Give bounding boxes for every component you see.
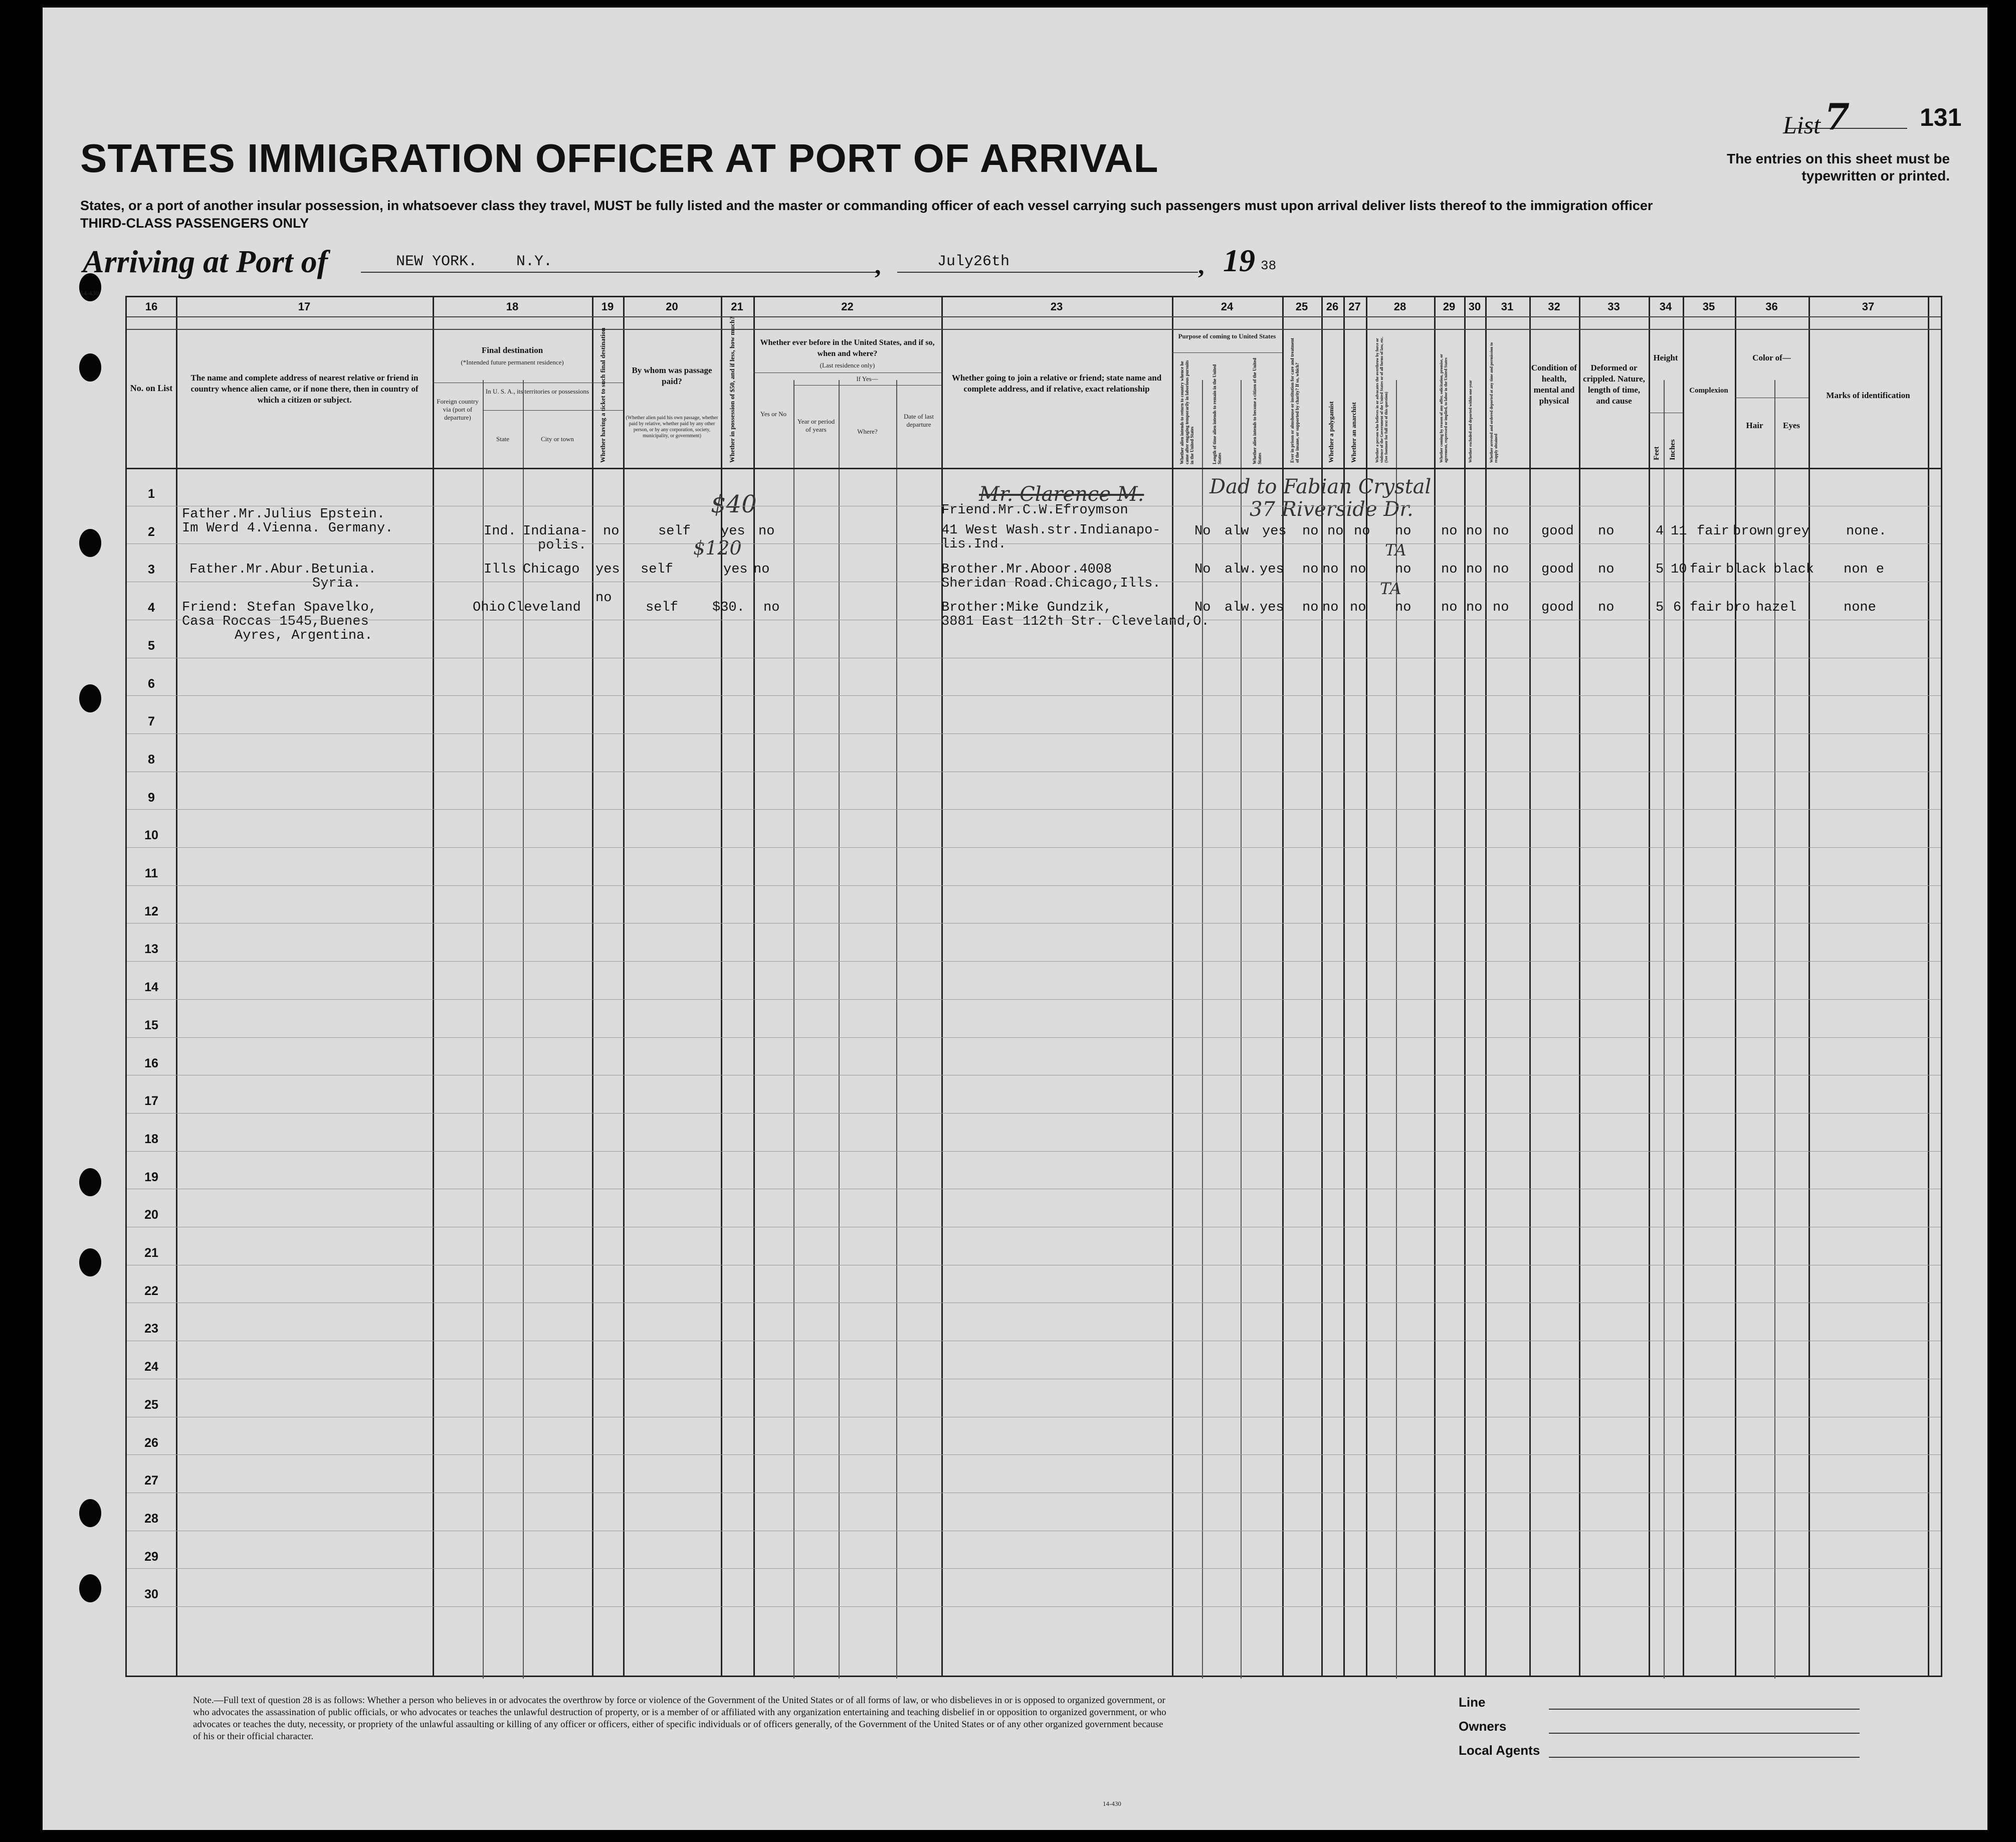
col-number: 27 (1348, 300, 1361, 313)
join-line: 41 West Wash.str.Indianapo- (941, 523, 1161, 538)
row-number: 25 (144, 1397, 158, 1412)
q31-cell: no (1493, 562, 1509, 577)
prison-cell: no (1302, 562, 1319, 577)
purpose-citizen: yes (1260, 562, 1284, 577)
row-number: 30 (144, 1587, 158, 1602)
row-number: 5 (148, 638, 155, 653)
row-line (127, 1151, 1941, 1152)
punch-hole (79, 1574, 101, 1602)
q31-cell: no (1493, 524, 1509, 539)
col-number: 37 (1862, 300, 1875, 313)
row-number: 2 (148, 524, 155, 539)
row-number: 27 (144, 1473, 158, 1488)
list-label: List (1782, 111, 1821, 139)
row-number: 23 (144, 1322, 158, 1336)
join-annotation: Dad to Fabian Crystal (1209, 475, 1432, 498)
condition-cell: good (1541, 600, 1574, 615)
eyes-cell: black (1773, 562, 1815, 577)
footnote-q28: Note.—Full text of question 28 is as follows: Whether a person who believes in or advocates the overthrow by force or violence of the Government of the United States or of all forms of law, or who disbelieves in or is opposed to organized government, or who advocates the assassination of public officials, or who advocates or teaches the unlawful destruction of property, or is a member of or affiliated with any organization entertaining and teaching disbelief in or opposition to organized government, or who advocates or teaches the duty, necessity, or propriety of the unlawful assaulting or killing of any officer or officers, either of specific individuals or of officers generally, of the Government of the United States or of any other organized government because of his or their official character. (193, 1695, 1166, 1742)
polygamist-cell: no (1322, 562, 1339, 577)
purpose-citizen: yes (1262, 524, 1287, 539)
col-number: 31 (1501, 300, 1514, 313)
possession-cell: $30. (712, 600, 745, 615)
header-passage-paid: By whom was passage paid? (632, 365, 712, 386)
header-possession: Whether in possession of $50, and if less, how much? (728, 316, 736, 463)
header-year-period: Year or period of years (797, 418, 835, 433)
hair-cell: bro (1726, 600, 1750, 615)
deformed-cell: no (1598, 524, 1615, 539)
header-state: State (496, 435, 509, 443)
row-number: 22 (144, 1283, 158, 1298)
row-line (127, 1606, 1941, 1607)
row-line (127, 809, 1941, 810)
punch-hole (79, 684, 101, 712)
punch-hole (79, 1499, 101, 1527)
join-line: Friend.Mr.C.W.Efroymson (941, 503, 1128, 518)
prison-cell: no (1302, 524, 1319, 539)
comma: , (1198, 251, 1204, 279)
join-line: lis.Ind. (941, 537, 1006, 552)
header-height: Height (1653, 353, 1678, 362)
year-prefix: 19 (1223, 243, 1255, 278)
header-purpose-length: Length of time alien intends to remain in the United States (1212, 364, 1222, 464)
marks-cell: none. (1846, 524, 1887, 539)
relative-line: Friend: Stefan Spavelko, (182, 600, 377, 615)
q30-cell: no (1466, 562, 1483, 577)
port-value: NEW YORK. (396, 253, 478, 270)
hair-cell: brown (1733, 524, 1774, 539)
passage-cell: self (646, 600, 678, 615)
deformed-cell: no (1598, 600, 1615, 615)
ever-before-cell: no (763, 600, 780, 615)
header-inches: Inches (1669, 439, 1677, 460)
port-underline (361, 272, 877, 273)
col-number: 16 (145, 300, 158, 313)
row-line (127, 1454, 1941, 1455)
join-line: Brother.Mr.Aboor.4008 (941, 562, 1112, 577)
purpose-length: alw. (1225, 600, 1257, 615)
possession-cell: $40 (711, 490, 757, 518)
row-number: 18 (144, 1132, 158, 1146)
q28-annotation: TA (1380, 579, 1401, 598)
header-no-on-list: No. on List (130, 383, 173, 393)
hair-cell: black (1726, 562, 1767, 577)
page-number: 131 (1920, 103, 1962, 131)
purpose-return: No (1194, 524, 1211, 539)
col-number: 35 (1702, 300, 1715, 313)
class-line: THIRD-CLASS PASSENGERS ONLY (80, 216, 309, 231)
q31-cell: no (1493, 600, 1509, 615)
row-number: 13 (144, 942, 158, 957)
col-number: 21 (731, 300, 743, 313)
row-number: 7 (148, 714, 155, 729)
city-cell: polis. (538, 538, 587, 553)
header-deformed: Deformed or crippled. Nature, length of time, and cause (1583, 363, 1645, 406)
punch-hole (79, 529, 101, 557)
header-q30: Whether excluded and deported within one year (1468, 380, 1473, 463)
header-ticket: Whether having a ticket to such final destination (599, 327, 607, 463)
possession-cell: $120 (693, 537, 742, 559)
col-number: 34 (1659, 300, 1672, 313)
marks-cell: non e (1844, 562, 1885, 577)
line-field (1549, 1709, 1860, 1710)
state-cell: Ind. (484, 524, 516, 539)
header-purpose-return: Whether alien intends to return to country whence he came after engaging temporarily in laborious pursuits in the United States (1179, 360, 1194, 464)
row-line (127, 961, 1941, 962)
row-number: 11 (144, 866, 158, 880)
row-number: 29 (144, 1549, 158, 1564)
join-line: Brother:Mike Gundzik, (941, 600, 1112, 615)
anarchist-cell: no (1354, 524, 1370, 539)
col-number: 22 (841, 300, 854, 313)
row-number: 14 (144, 980, 158, 995)
purpose-return: No (1194, 562, 1211, 577)
feet-cell: 5 (1656, 600, 1664, 615)
row-line (127, 1113, 1941, 1114)
owners-label: Owners (1459, 1719, 1507, 1734)
eyes-cell: hazel (1756, 600, 1797, 615)
eyes-cell: grey (1777, 524, 1809, 539)
state-value: N.Y. (516, 253, 553, 270)
col-number: 30 (1468, 300, 1481, 313)
header-color-of: Color of— (1752, 353, 1791, 362)
col-number: 17 (298, 300, 311, 313)
city-cell: Cleveland (508, 600, 581, 615)
header-condition: Condition of health, mental and physical (1531, 363, 1577, 406)
list-number: 7 (1825, 95, 1850, 138)
possession-extra: yes (723, 562, 748, 577)
ticket-cell: no (595, 591, 612, 606)
row-line (127, 923, 1941, 924)
header-foreign-country: Foreign country via (port of departure) (437, 398, 479, 421)
row-number: 24 (144, 1360, 158, 1374)
col-number: 23 (1050, 300, 1063, 313)
city-cell: Indiana- (523, 524, 588, 539)
header-ever-before: Whether ever before in the United States, and if so, when and where? (760, 338, 935, 358)
col-number: 25 (1295, 300, 1308, 313)
comma: , (875, 251, 881, 279)
condition-cell: good (1541, 562, 1574, 577)
header-purpose-citizen: Whether alien intends to become a citizen of the United States (1252, 357, 1262, 464)
col-number: 28 (1393, 300, 1406, 313)
header-purpose: Purpose of coming to United States (1178, 332, 1276, 340)
row-line (127, 847, 1941, 848)
state-cell: Ills (484, 562, 516, 577)
inches-cell: 10 (1671, 562, 1687, 577)
intro-text: States, or a port of another insular possession, in whatsoever class they travel, MUST be fully listed and the master or commanding officer of each vessel carrying such passengers must upon arrival deliver lists thereof to the immigration officer (80, 198, 1653, 213)
header-city: City or town (541, 435, 574, 443)
q28-cell: no (1395, 562, 1412, 577)
purpose-citizen: yes (1260, 600, 1284, 615)
q30-cell: no (1466, 600, 1483, 615)
q28-cell: no (1395, 600, 1412, 615)
row-number: 3 (148, 563, 155, 577)
row-line (127, 885, 1941, 886)
form-code: 14-430 (80, 289, 99, 297)
row-number: 1 (148, 487, 155, 501)
header-date-last-departure: Date of last departure (904, 413, 934, 428)
line-label: Line (1459, 1695, 1486, 1710)
year-suffix: 38 (1261, 258, 1277, 273)
row-line (127, 1568, 1941, 1569)
row-line (127, 999, 1941, 1000)
join-line: Sheridan Road.Chicago,Ills. (941, 576, 1161, 591)
relative-line: Casa Roccas 1545,Buenes (182, 614, 369, 629)
row-line (127, 695, 1941, 696)
row-number: 20 (144, 1208, 158, 1222)
passage-cell: self (658, 524, 691, 539)
header-ever-before-sub: (Last residence only) (820, 361, 875, 369)
row-number: 21 (144, 1246, 158, 1260)
agents-label: Local Agents (1459, 1743, 1540, 1758)
col-number: 18 (506, 300, 519, 313)
header-hair: Hair (1746, 421, 1763, 430)
feet-cell: 5 (1656, 562, 1664, 577)
row-number: 4 (148, 601, 155, 615)
punch-hole (79, 1248, 101, 1276)
feet-cell: 4 (1656, 524, 1664, 539)
agents-field (1549, 1757, 1860, 1758)
col-number: 24 (1221, 300, 1234, 313)
list-note: The entries on this sheet must be typewritten or printed. (1727, 151, 1950, 183)
header-eyes: Eyes (1783, 421, 1800, 430)
inches-cell: 6 (1673, 600, 1682, 615)
relative-line: Father.Mr.Julius Epstein. (182, 507, 385, 522)
polygamist-cell: no (1322, 600, 1339, 615)
punch-hole (79, 1168, 101, 1196)
marks-cell: none (1844, 600, 1876, 615)
join-annotation: 37 Riverside Dr. (1250, 498, 1414, 521)
col-number: 19 (601, 300, 614, 313)
join-annotation: Mr. Clarence M. (979, 483, 1144, 506)
possession-extra: yes (721, 524, 745, 539)
anarchist-cell: no (1350, 600, 1366, 615)
inches-cell: 11 (1671, 524, 1687, 539)
row-number: 28 (144, 1511, 158, 1526)
date-value: July26th (937, 253, 1010, 270)
purpose-length: alw. (1225, 562, 1257, 577)
row-number: 8 (148, 752, 155, 767)
relative-line: Ayres, Argentina. (235, 628, 373, 643)
polygamist-cell: no (1327, 524, 1344, 539)
ticket-cell: yes (595, 562, 620, 577)
header-final-destination-sub: (*Intended future permanent residence) (461, 358, 564, 366)
passage-cell: self (641, 562, 673, 577)
row-line (127, 1037, 1941, 1038)
header-q31: Whether arrested and ordered deported at any time and permission to reapply obtained (1489, 342, 1498, 463)
header-complexion: Complexion (1689, 387, 1728, 395)
deformed-cell: no (1598, 562, 1615, 577)
col-number: 29 (1443, 300, 1456, 313)
row-line (127, 733, 1941, 734)
footer-code: 14-430 (1103, 1800, 1121, 1807)
col-number: 36 (1765, 300, 1778, 313)
join-line: 3881 East 112th Str. Cleveland,O. (941, 614, 1209, 629)
header-feet: Feet (1653, 446, 1661, 460)
complexion-cell: fair (1690, 600, 1722, 615)
row-number: 9 (148, 790, 155, 805)
col-number: 33 (1607, 300, 1620, 313)
arriving-label: Arriving at Port of (83, 244, 328, 279)
complexion-cell: fair (1697, 524, 1729, 539)
header-yes-no: Yes or No (760, 410, 787, 418)
owners-field (1549, 1733, 1860, 1734)
header-q29: Whether coming by reason of any offer, solicitation, promise, or agreement, expressed or implied, to labor in the United States (1439, 354, 1448, 463)
ticket-cell: no (603, 524, 620, 539)
purpose-length: alw (1225, 524, 1249, 539)
row-line (127, 543, 1941, 544)
col-number: 20 (666, 300, 678, 313)
row-number: 15 (144, 1018, 158, 1032)
purpose-return: No (1194, 600, 1211, 615)
row-number: 17 (144, 1094, 158, 1109)
row-number: 6 (148, 676, 155, 691)
condition-cell: good (1541, 524, 1574, 539)
header-in-usa: In U. S. A., its territories or possessions (485, 388, 589, 395)
header-if-yes: If Yes— (856, 375, 878, 383)
row-number: 10 (144, 828, 158, 843)
prison-cell: no (1302, 600, 1319, 615)
q30-cell: no (1466, 524, 1483, 539)
row-number: 19 (144, 1170, 158, 1184)
header-where: Where? (857, 428, 878, 435)
state-cell: Ohio (473, 600, 505, 615)
row-number: 12 (144, 904, 158, 918)
col-number: 26 (1326, 300, 1339, 313)
ever-before-cell: no (753, 562, 770, 577)
relative-line: Im Werd 4.Vienna. Germany. (182, 521, 393, 536)
header-final-destination: Final destination (481, 345, 543, 355)
header-passage-paid-sub: (Whether alien paid his own passage, whether paid by relative, whether paid by any other person, or by any corporation, society, municipality, or government) (626, 415, 718, 439)
row-number: 16 (144, 1056, 158, 1070)
punch-hole (79, 353, 101, 382)
ever-before-cell: no (758, 524, 775, 539)
header-anarchist: Whether an anarchist (1350, 402, 1357, 463)
q28-annotation: TA (1385, 540, 1406, 560)
anarchist-cell: no (1350, 562, 1366, 577)
complexion-cell: fair (1690, 562, 1722, 577)
header-prison: Ever in prison or almshouse or institution for care and treatment of the insane, or supported by charity? If so, which? (1290, 337, 1300, 463)
q29-cell: no (1441, 600, 1458, 615)
page-title: STATES IMMIGRATION OFFICER AT PORT OF ARRIVAL (80, 136, 1159, 180)
q29-cell: no (1441, 562, 1458, 577)
row-number: 26 (144, 1435, 158, 1450)
city-cell: Chicago (523, 562, 580, 577)
date-underline (897, 272, 1198, 273)
relative-line: Father.Mr.Abur.Betunia. (189, 562, 376, 577)
header-q28: Whether a person who believes in or advocates the overthrow by force or violence of the Government of the United States or of all forms of law, etc. (See footnote for full text of this question) (1375, 336, 1388, 463)
header-join-relative: Whether going to join a relative or friend; state name and complete address, and if relative, exact relationship (951, 373, 1162, 394)
header-nearest-relative: The name and complete address of nearest relative or friend in country whence alien came, or if none there, then in country of which a citizen or subject. (190, 373, 419, 405)
header-marks: Marks of identification (1826, 391, 1910, 400)
header-polygamist: Whether a polygamist (1327, 401, 1335, 463)
manifest-table (125, 296, 1942, 1677)
q28-cell: no (1395, 524, 1412, 539)
relative-line: Syria. (312, 576, 361, 591)
q29-cell: no (1441, 524, 1458, 539)
col-number: 32 (1548, 300, 1560, 313)
